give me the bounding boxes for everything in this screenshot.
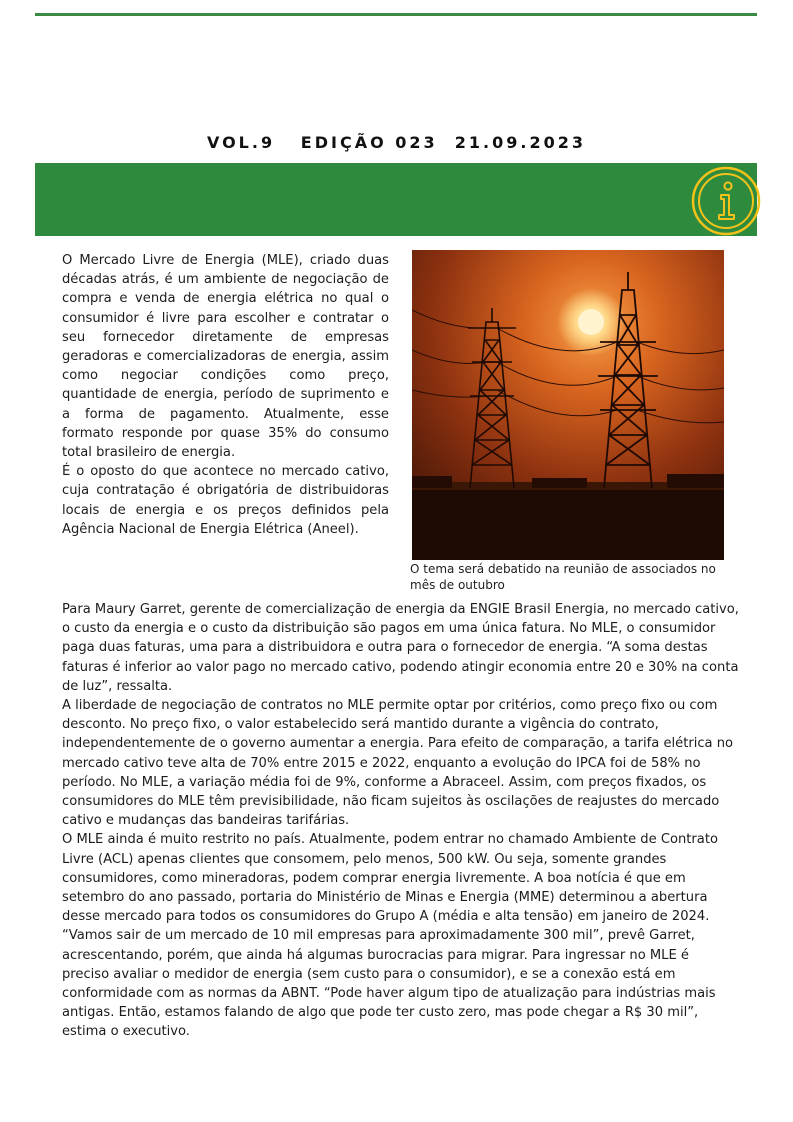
green-banner (35, 163, 757, 236)
top-divider (35, 13, 757, 16)
info-icon (690, 165, 762, 237)
intro-paragraph-1: O Mercado Livre de Energia (MLE), criado duas décadas atrás, é um ambiente de negociação de compra e venda de energia elétrica no qual o consumidor é livre para escolher e contratar o seu fornecedor diretamente de empresas geradoras e comercializadoras de energia, assim como negociar condições como preço, quantidade de energia, período de suprimento e a forma de pagamento. Atualmente, esse formato responde por quase 35% do consumo total brasileiro de energia. (62, 253, 389, 461)
intro-paragraph-2: É o oposto do que acontece no mercado cativo, cuja contratação é obrigatória de distribuidoras locais de energia e os preços definidos pela Agência Nacional de Energia Elétrica (Aneel). (62, 464, 389, 537)
body-paragraph-1: Para Maury Garret, gerente de comercialização de energia da ENGIE Brasil Energia, no mercado cativo, o custo da energia e o custo da distribuição são pagos em uma única fatura. No MLE, o consumidor paga duas faturas, uma para a distribuidora e outra para o fornecedor de energia. “A soma destas faturas é inferior ao valor pago no mercado cativo, podendo atingir economia entre 20 e 30% na conta de luz”, ressalta. (62, 602, 739, 694)
intro-column (62, 251, 389, 539)
photo-caption: O tema será debatido na reunião de associados no mês de outubro (410, 562, 716, 592)
body-paragraph-3: O MLE ainda é muito restrito no país. Atualmente, podem entrar no chamado Ambiente de Contrato Livre (ACL) apenas clientes que consomem, pelo menos, 500 kW. Ou seja, somente grandes consumidores, como mineradoras, podem comprar energia livremente. A boa notícia é que em setembro do ano passado, portaria do Ministério de Minas e Energia (MME) determinou a abertura desse mercado para todos os consumidores do Grupo A (média e alta tensão) em janeiro de 2024. (62, 832, 718, 925)
body-paragraph-4: “Vamos sair de um mercado de 10 mil empresas para aproximadamente 300 mil”, prevê Garret, acrescentando, porém, que ainda há algumas burocracias para migrar. Para ingressar no MLE é preciso avaliar o medidor de energia (sem custo para o consumidor), e se a conexão está em conformidade com as normas da ABNT. “Pode haver algum tipo de atualização para indústrias mais antigas. Então, estamos falando de algo que pode ter custo zero, mas pode chegar a R$ 30 mil”, estima o executivo. (62, 928, 716, 1040)
transmission-towers-photo (412, 250, 724, 560)
body-paragraph-2: A liberdade de negociação de contratos no MLE permite optar por critérios, como preço fixo ou com desconto. No preço fixo, o valor estabelecido será mantido durante a vigência do contrato, independentemente de o governo aumentar a energia. Para efeito de comparação, a tarifa elétrica no mercado cativo teve alta de 70% entre 2015 e 2022, enquanto a evolução do IPCA foi de 58% no período. No MLE, a variação média foi de 9%, conforme a Abraceel. Assim, com preços fixados, os consumidores do MLE têm previsibilidade, não ficam sujeitos às oscilações de reajustes do mercado cativo e mudanças das bandeiras tarifárias. (62, 698, 734, 829)
issue-header: VOL.9 EDIÇÃO 023 21.09.2023 (206, 133, 587, 152)
article-body (62, 600, 740, 1042)
